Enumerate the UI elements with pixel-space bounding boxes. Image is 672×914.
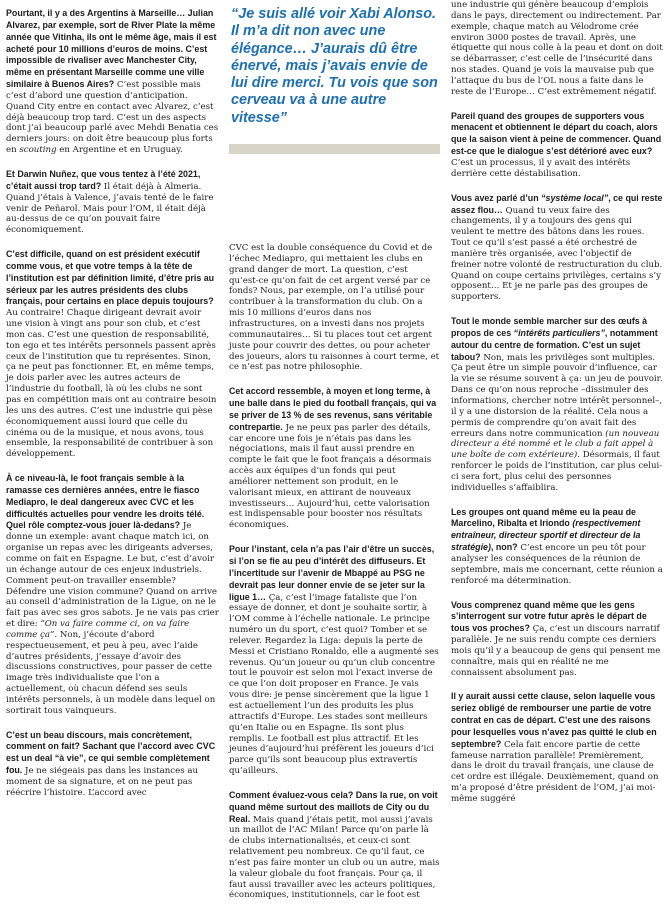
answer: Non, j’écoute d’abord respectueusement, et peu à peu, avec l’aide d’autres présidents, j’essaye d’avoir des discussions constructives, pour passer de cette image très individualiste que l’on a actuellement, où chacun défend ses seuls intérêts personnels, à un modèle dans lequel on sortirait tous vainqueurs.	[6, 629, 216, 716]
answer-italic: “On va faire comme ci, on va faire comme ça”.	[6, 619, 190, 640]
answer: C’est un processus, il y avait des intérêts derrière cette déstabilisation.	[451, 157, 631, 179]
question: Les groupes ont quand même eu la peau de Marcelino, Ribalta et Iriondo	[451, 506, 636, 529]
answer: Je donne un exemple: avant chaque match ici, on organise un repas avec les dirigeants adverses, comme on fait en Espagne. Le but, c’est d’avoir un échange autour de ces enjeux industriels. Comment peut-on travailler ensemble? Défendre une vision commune? Quand on arrive au conseil d’administration de la Ligue, on ne le fait pas avec ses gros sabots. Je ne vais pas crier et dire:	[6, 521, 219, 630]
article-column-1	[6, 8, 219, 812]
answer: Quand tu veux faire des changements, il y a toujours des gens qui veulent te mettre des bâtons dans les roues. Tout ce qu’il s’est passé a été orchestré de manière très organisée, avec l’objectif de freiner notre volonté de restructuration du club. Quand on coupe certains privilèges, certains s’y opposent… Et je ne parle pas des groupes de supporters.	[451, 205, 663, 303]
answer-italic: (un nouveau directeur a été nommé et le club a fait appel à une boîte de com extérieure).	[451, 428, 660, 461]
qa-block	[451, 316, 663, 494]
question-italic: (respectivement entraîneur, directeur sportif et directeur de la stratégie)	[451, 518, 641, 553]
question: Pareil quand des groupes de supporters vous menacent et obtiennent le départ du coach, alors que la saison vient à peine de commencer. Quand est-ce que le dialogue s’est détérioré avec eux?	[451, 110, 662, 157]
paragraph: CVC est la double conséquence du Covid et de l’échec Mediapro, qui mettaient les clubs en grand danger de mort. La question, c’est qu’est-ce qu’on fait de cet argent versé par ce fonds? Nous, par exemple, on l’a utilisé pour contribuer à la transformation du club. On a mis 10 millions d’euros dans nos infrastructures, on a investi dans nos projets communautaires… Si tu places tout cet argent juste pour couvrir des dettes, ou pour acheter des joueurs, alors tu raisonnes à court terme, et ce n’est pas notre philosophie.	[229, 243, 440, 373]
question: Pour l’instant, cela n’a pas l’air d’être un succès, si l’on se fie au peu d’intérêt des diffuseurs. Et l’incertitude sur l’avenir de Mbappé au PSG ne devrait pas leur donner envie de se jeter sur la ligue 1…	[229, 544, 435, 602]
qa-block	[6, 249, 219, 460]
qa-block	[6, 169, 219, 236]
question: Tout le monde semble marcher sur des œufs à propos de ces	[451, 316, 648, 338]
question: Vous comprenez quand même que les gens s’interrogent sur votre futur après le départ de tous vos proches?	[451, 599, 647, 634]
answer: Il était déjà à Almeria. Quand j’étais à Valence, j’avais tenté de le faire venir de Peñarol. Mais pour l’OM, il était déjà au-dessus de ce qu’on pouvait faire économiquement.	[6, 181, 214, 236]
qa-block	[451, 193, 663, 303]
question: , ce qui reste assez flou…	[451, 192, 663, 215]
qa-block	[451, 111, 663, 180]
article-column-2	[229, 6, 440, 914]
qa-block	[451, 600, 663, 679]
question-italic: “système local”	[541, 192, 609, 203]
spacer	[229, 154, 440, 243]
qa-block	[6, 730, 219, 799]
answer: Désormais, il faut renforcer le poids de l’institution, car plus celui-ci sera fort, plus celui des personnes individuelles s’affaiblira.	[451, 450, 663, 493]
question: C’est difficile, quand on est président exécutif comme vous, et que votre temps à la tête de l’institution est par définition limité, d’être pris au sérieux par les autres présidents des clubs français, pour certains en place depuis toujours?	[6, 249, 215, 307]
qa-block	[229, 790, 440, 901]
answer: Ça, c’est l’image fataliste que l’on essaye de donner, et dont je souhaite sortir, à l’OM comme à l’échelle nationale. Le principe numéro un du sport, c’est quoi? Tomber et se relever. Regardez la Liga: depuis la perte de Messi et Cristiano Ronaldo, elle a augmenté ses revenus. Qu’un joueur ou qu’un club concentre tout le pouvoir est selon moi l’exact inverse de ce que l’on doit proposer en France. Je vais vous dire: je pense sincèrement que la ligue 1 est actuellement l’un des produits les plus attractifs d’Europe. Les stades sont meilleurs qu’en Italie ou en Espagne. Ils sont plus remplis. Le football est plus attractif. Et les jeunes d’aujourd’hui préfèrent les joueurs d’ici parce qu’ils sont beaucoup plus extravertis qu’ailleurs.	[229, 592, 439, 777]
question: Cet accord ressemble, à moyen et long terme, à une balle dans le pied du football français, qui va se priver de 13 % de ses revenus, sans véritable contrepartie.	[229, 386, 437, 432]
qa-block	[451, 507, 663, 587]
article-column-3	[451, 0, 663, 818]
question: C’est un beau discours, mais concrètement, comment on fait? Sachant que l’accord avec CVC est un deal “à vie”, ce qui semble complètement fou.	[6, 729, 216, 776]
qa-block	[451, 691, 663, 804]
answer: Je ne siégeais pas dans les instances au moment de sa signature, et on ne peut pas réécrire l’histoire. L’accord avec	[6, 766, 199, 798]
answer: Non, mais les privilèges sont multiples. Ça peut être un simple pouvoir d’influence, car la vie se résume souvent à ça: un jeu de pouvoir. Dans ce qu’on nous reproche –dissimuler des informations, chercher notre intérêt personnel–, il y a une distorsion de la réalité. Cela nous a permis de comprendre qu’on avait fait des erreurs dans notre communication	[451, 352, 663, 439]
answer: C’est possible mais c’est d’abord une question d’anticipation. Quand City entre en contact avec Alvarez, c’est déjà beaucoup trop tard. C’est un des aspects dont j’ai beaucoup parlé avec Mehdi Benatia ces derniers jours: on doit être beaucoup plus forts en scouting en Argentine et en Uruguay.	[6, 80, 219, 156]
question: Comment évaluez-vous cela? Dans la rue, on voit quand même surtout des maillots de City ou du Real.	[229, 789, 438, 824]
qa-block	[6, 473, 219, 717]
qa-block	[6, 8, 219, 156]
question: Pourtant, il y a des Argentins à Marseille… Julian Alvarez, par exemple, sort de River Plate la même année que Vitinha, ils ont le même âge, mais il est acheté pour 10 millions d’euros de moins. C’est impossible de rivaliser avec Manchester City, même en présentant Marseille comme une ville similaire à Buenos Aires?	[6, 8, 217, 90]
question-italic: “intérêts particuliers”	[513, 327, 605, 338]
italic-word: scouting	[19, 145, 57, 156]
answer: Mais quand j’étais petit, moi aussi j’avais un maillot de l’AC Milan! Parce qu’on parle là de clubs internationalisés, et ceux-ci sont relativement peu nombreux. Ce qu’il faut, ce n’est pas faire monter un club ou un autre, mais la valeur globale du foot français. Pour ça, il faut aussi travailler avec les acteurs politiques, économiques, institutionnels, car le foot est	[229, 814, 440, 901]
question: Et Darwin Nuñez, que vous tentez à l’été 2021, c’était aussi trop tard?	[6, 168, 201, 191]
question: , notamment autour du centre de formation. C’est un sujet tabou?	[451, 327, 658, 362]
qa-block	[229, 544, 440, 777]
question: À ce niveau-là, le foot français semble à la ramasse ces dernières années, entre le fiasco Mediapro, le deal dangereux avec CVC et les difficultés actuelles pour vendre les droits télé. Quel rôle comptez-vous jouer là-dedans?	[6, 473, 205, 531]
answer: Je ne peux pas parler des détails, car encore une fois je n’étais pas dans les négociations, mais il faut aussi prendre en compte le fait que le foot français a désormais accès aux équipes d’un fonds qui peut améliorer nettement son produit, en le valorisant mieux, en attirant de nouveaux investisseurs… Aujourd’hui, cette valorisation est indispensable pour booster nos résultats économiques.	[229, 422, 432, 531]
qa-block	[229, 386, 440, 531]
paragraph: une industrie qui génère beaucoup d’emplois dans le pays, directement ou indirectement. Par exemple, chaque match au Vélodrome crée environ 3000 postes de travail. Après, une étiquette qui nous colle à la peau et dont on doit se débarrasser, c’est celle de l’insécurité dans nos stades. Quand je vois la mauvaise pub que l’attaque du bus de l’OL nous a faite dans le reste de l’Europe… C’est extrêmement négatif.	[451, 0, 663, 97]
question: , non?	[490, 542, 518, 553]
question: Vous avez parlé d’un	[451, 192, 542, 203]
answer: Au contraire! Chaque dirigeant devrait avoir une vision à vingt ans pour son club, et c’est mon cas. C’est une question de responsabilité, ton ego et tes intérêts personnels passent après ceux de l’institution que tu représentes. Sinon, ça ne peut pas fonctionner. Et, en même temps, je dois parler avec les autres acteurs de l’industrie du football, là où les clubs ne sont pas en compétition mais ont au contraire besoin les uns des autres. C’est une industrie qui pèse économiquement aussi lourd que celle du cinéma ou de la musique, et nous avons, tous ensemble, la responsabilité de contribuer à son développement.	[6, 308, 217, 460]
answer: C’est encore un peu tôt pour analyser les conséquences de la réunion de septembre, mais me concernant, cette réunion a renforcé ma détermination.	[451, 543, 663, 586]
pull-quote: “Je suis allé voir Xabi Alonso. Il m’a dit non avec une élégance… J’aurais dû être énervé, mais j’avais envie de lui dire merci. Tu vois que son cerveau va à une autre vitesse”	[231, 6, 438, 126]
answer: Cela fait encore partie de cette fameuse narration parallèle! Premièrement, dans le droit du travail français, une clause de cet ordre est illégale. Deuxièmement, quand on m’a proposé d’être président de l’OM, j’ai moi-même suggéré	[451, 739, 659, 804]
question: Il y aurait aussi cette clause, selon laquelle vous seriez obligé de rembourser une partie de votre contrat en cas de départ. C’est une des raisons pour lesquelles vous n’avez pas quitté le club en septembre?	[451, 691, 657, 749]
answer: Ça, c’est un discours narratif parallèle. Je ne suis rendu compte ces derniers mois qu’il y a beaucoup de gens qui pensent me connaître, mais qui en réalité ne me connaissent absolument pas.	[451, 624, 661, 678]
pull-quote-divider	[229, 144, 440, 154]
